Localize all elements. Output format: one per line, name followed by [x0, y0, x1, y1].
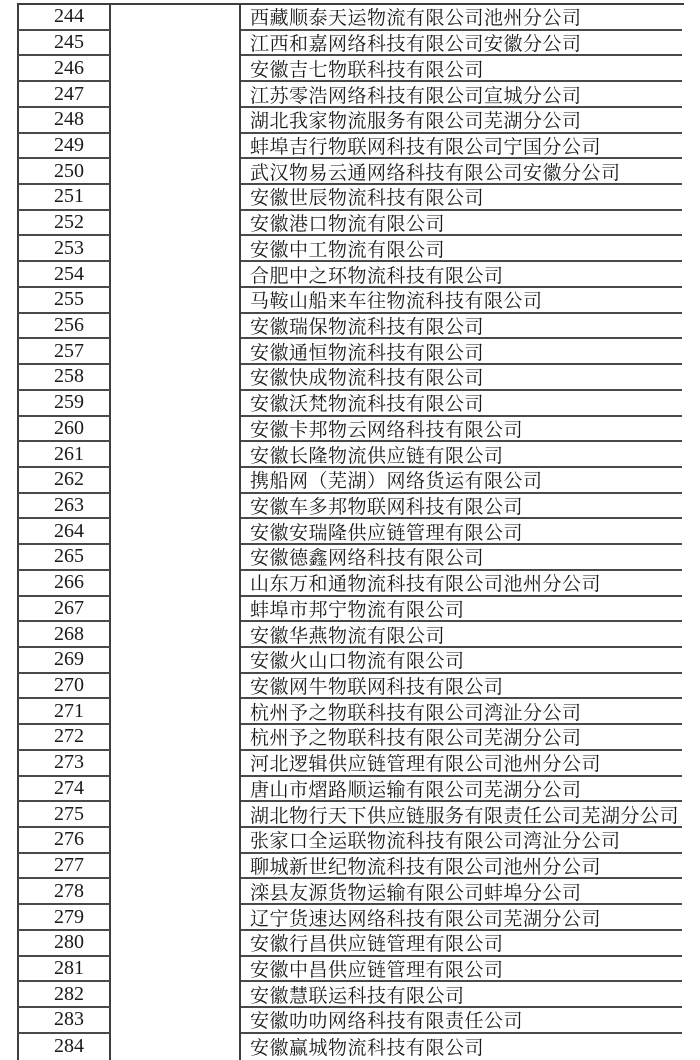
company-name-cell: 安徽车多邦物联网科技有限公司 [241, 494, 682, 520]
table-row [17, 494, 684, 520]
row-number-cell: 255 [17, 288, 111, 314]
company-name-cell: 安徽通恒物流科技有限公司 [241, 339, 682, 365]
empty-cell [111, 56, 241, 82]
table-row [17, 236, 684, 262]
company-name-cell: 蚌埠吉行物联网科技有限公司宁国分公司 [241, 134, 682, 160]
company-name-cell: 安徽中昌供应链管理有限公司 [241, 957, 682, 983]
row-number-cell: 283 [17, 1008, 111, 1034]
company-name-cell: 山东万和通物流科技有限公司池州分公司 [241, 571, 682, 597]
table-row [17, 391, 684, 417]
row-number-cell: 245 [17, 31, 111, 57]
empty-cell [111, 442, 241, 468]
row-number-cell: 270 [17, 674, 111, 700]
table-row [17, 82, 684, 108]
table-row [17, 211, 684, 237]
table-row [17, 725, 684, 751]
row-number-cell: 280 [17, 931, 111, 957]
company-table [17, 3, 684, 1060]
empty-cell [111, 699, 241, 725]
row-number-cell: 269 [17, 648, 111, 674]
company-name-cell: 安徽德鑫网络科技有限公司 [241, 545, 682, 571]
empty-cell [111, 82, 241, 108]
company-name-cell: 安徽世辰物流科技有限公司 [241, 185, 682, 211]
row-number-cell: 284 [17, 1034, 111, 1060]
row-number-cell: 279 [17, 905, 111, 931]
row-number-cell: 253 [17, 236, 111, 262]
row-number-cell: 274 [17, 777, 111, 803]
table-row [17, 828, 684, 854]
row-number-cell: 251 [17, 185, 111, 211]
row-number-cell: 248 [17, 108, 111, 134]
table-row [17, 108, 684, 134]
empty-cell [111, 879, 241, 905]
table-row [17, 597, 684, 623]
empty-cell [111, 365, 241, 391]
empty-cell [111, 854, 241, 880]
empty-cell [111, 494, 241, 520]
empty-cell [111, 802, 241, 828]
table-row [17, 339, 684, 365]
table-row [17, 879, 684, 905]
company-name-cell: 聊城新世纪物流科技有限公司池州分公司 [241, 854, 682, 880]
company-name-cell: 杭州予之物联科技有限公司湾沚分公司 [241, 699, 682, 725]
company-name-cell: 安徽港口物流有限公司 [241, 211, 682, 237]
empty-cell [111, 519, 241, 545]
empty-cell [111, 417, 241, 443]
table-row [17, 648, 684, 674]
empty-cell [111, 957, 241, 983]
empty-cell [111, 134, 241, 160]
table-row [17, 442, 684, 468]
table-row [17, 5, 684, 31]
table-row [17, 777, 684, 803]
row-number-cell: 267 [17, 597, 111, 623]
company-name-cell: 湖北我家物流服务有限公司芜湖分公司 [241, 108, 682, 134]
company-name-cell: 安徽快成物流科技有限公司 [241, 365, 682, 391]
table-row [17, 545, 684, 571]
company-name-cell: 江西和嘉网络科技有限公司安徽分公司 [241, 31, 682, 57]
row-number-cell: 244 [17, 5, 111, 31]
row-number-cell: 260 [17, 417, 111, 443]
company-name-cell: 安徽长隆物流供应链有限公司 [241, 442, 682, 468]
company-name-cell: 安徽火山口物流有限公司 [241, 648, 682, 674]
empty-cell [111, 185, 241, 211]
table-row [17, 1008, 684, 1034]
empty-cell [111, 339, 241, 365]
row-number-cell: 277 [17, 854, 111, 880]
table-row [17, 134, 684, 160]
company-name-cell: 蚌埠市邦宁物流有限公司 [241, 597, 682, 623]
company-name-cell: 西藏顺泰天运物流有限公司池州分公司 [241, 5, 682, 31]
empty-cell [111, 725, 241, 751]
empty-cell [111, 777, 241, 803]
empty-cell [111, 31, 241, 57]
company-name-cell: 安徽中工物流有限公司 [241, 236, 682, 262]
company-name-cell: 张家口全运联物流科技有限公司湾沚分公司 [241, 828, 682, 854]
empty-cell [111, 5, 241, 31]
row-number-cell: 281 [17, 957, 111, 983]
row-number-cell: 256 [17, 314, 111, 340]
table-row [17, 802, 684, 828]
empty-cell [111, 751, 241, 777]
company-name-cell: 江苏零浩网络科技有限公司宣城分公司 [241, 82, 682, 108]
empty-cell [111, 982, 241, 1008]
company-name-cell: 安徽行昌供应链管理有限公司 [241, 931, 682, 957]
row-number-cell: 263 [17, 494, 111, 520]
company-name-cell: 滦县友源货物运输有限公司蚌埠分公司 [241, 879, 682, 905]
empty-cell [111, 648, 241, 674]
empty-cell [111, 1034, 241, 1060]
table-row [17, 31, 684, 57]
company-name-cell: 马鞍山船来车往物流科技有限公司 [241, 288, 682, 314]
table-row [17, 571, 684, 597]
company-name-cell: 安徽叻叻网络科技有限责任公司 [241, 1008, 682, 1034]
empty-cell [111, 931, 241, 957]
row-number-cell: 278 [17, 879, 111, 905]
row-number-cell: 275 [17, 802, 111, 828]
company-name-cell: 杭州予之物联科技有限公司芜湖分公司 [241, 725, 682, 751]
table-row [17, 262, 684, 288]
empty-cell [111, 571, 241, 597]
empty-cell [111, 905, 241, 931]
company-name-cell: 合肥中之环物流科技有限公司 [241, 262, 682, 288]
table-row [17, 519, 684, 545]
table-row [17, 185, 684, 211]
empty-cell [111, 674, 241, 700]
table-row [17, 622, 684, 648]
row-number-cell: 276 [17, 828, 111, 854]
row-number-cell: 273 [17, 751, 111, 777]
row-number-cell: 282 [17, 982, 111, 1008]
table-row [17, 314, 684, 340]
row-number-cell: 264 [17, 519, 111, 545]
table-row [17, 288, 684, 314]
row-number-cell: 262 [17, 468, 111, 494]
table-row [17, 674, 684, 700]
table-row [17, 982, 684, 1008]
empty-cell [111, 159, 241, 185]
table-row [17, 56, 684, 82]
row-number-cell: 259 [17, 391, 111, 417]
company-name-cell: 河北逻辑供应链管理有限公司池州分公司 [241, 751, 682, 777]
empty-cell [111, 828, 241, 854]
company-name-cell: 安徽吉七物联科技有限公司 [241, 56, 682, 82]
company-name-cell: 辽宁货速达网络科技有限公司芜湖分公司 [241, 905, 682, 931]
company-name-cell: 安徽华燕物流有限公司 [241, 622, 682, 648]
company-name-cell: 安徽安瑞隆供应链管理有限公司 [241, 519, 682, 545]
table-row [17, 751, 684, 777]
row-number-cell: 272 [17, 725, 111, 751]
table-row [17, 699, 684, 725]
table-row [17, 957, 684, 983]
company-name-cell: 安徽瑞保物流科技有限公司 [241, 314, 682, 340]
table-row [17, 854, 684, 880]
empty-cell [111, 288, 241, 314]
table-row [17, 417, 684, 443]
company-name-cell: 安徽卡邦物云网络科技有限公司 [241, 417, 682, 443]
row-number-cell: 254 [17, 262, 111, 288]
company-name-cell: 安徽网牛物联网科技有限公司 [241, 674, 682, 700]
empty-cell [111, 108, 241, 134]
table-row [17, 905, 684, 931]
empty-cell [111, 236, 241, 262]
company-name-cell: 携船网（芜湖）网络货运有限公司 [241, 468, 682, 494]
row-number-cell: 257 [17, 339, 111, 365]
row-number-cell: 247 [17, 82, 111, 108]
row-number-cell: 250 [17, 159, 111, 185]
row-number-cell: 261 [17, 442, 111, 468]
empty-cell [111, 545, 241, 571]
empty-cell [111, 314, 241, 340]
table-row [17, 931, 684, 957]
empty-cell [111, 468, 241, 494]
company-name-cell: 武汉物易云通网络科技有限公司安徽分公司 [241, 159, 682, 185]
row-number-cell: 266 [17, 571, 111, 597]
row-number-cell: 268 [17, 622, 111, 648]
empty-cell [111, 597, 241, 623]
empty-cell [111, 262, 241, 288]
empty-cell [111, 622, 241, 648]
table-row [17, 159, 684, 185]
row-number-cell: 258 [17, 365, 111, 391]
company-name-cell: 唐山市熠路顺运输有限公司芜湖分公司 [241, 777, 682, 803]
company-name-cell: 安徽慧联运科技有限公司 [241, 982, 682, 1008]
empty-cell [111, 211, 241, 237]
table-row [17, 1034, 684, 1060]
row-number-cell: 246 [17, 56, 111, 82]
row-number-cell: 249 [17, 134, 111, 160]
company-name-cell: 安徽沃梵物流科技有限公司 [241, 391, 682, 417]
table-row [17, 365, 684, 391]
table-row [17, 468, 684, 494]
row-number-cell: 265 [17, 545, 111, 571]
empty-cell [111, 1008, 241, 1034]
empty-cell [111, 391, 241, 417]
table-body [17, 5, 684, 1060]
company-name-cell: 安徽赢城物流科技有限公司 [250, 1038, 485, 1060]
company-name-cell: 湖北物行天下供应链服务有限责任公司芜湖分公司 [241, 802, 682, 828]
row-number-cell: 252 [17, 211, 111, 237]
row-number-cell: 271 [17, 699, 111, 725]
